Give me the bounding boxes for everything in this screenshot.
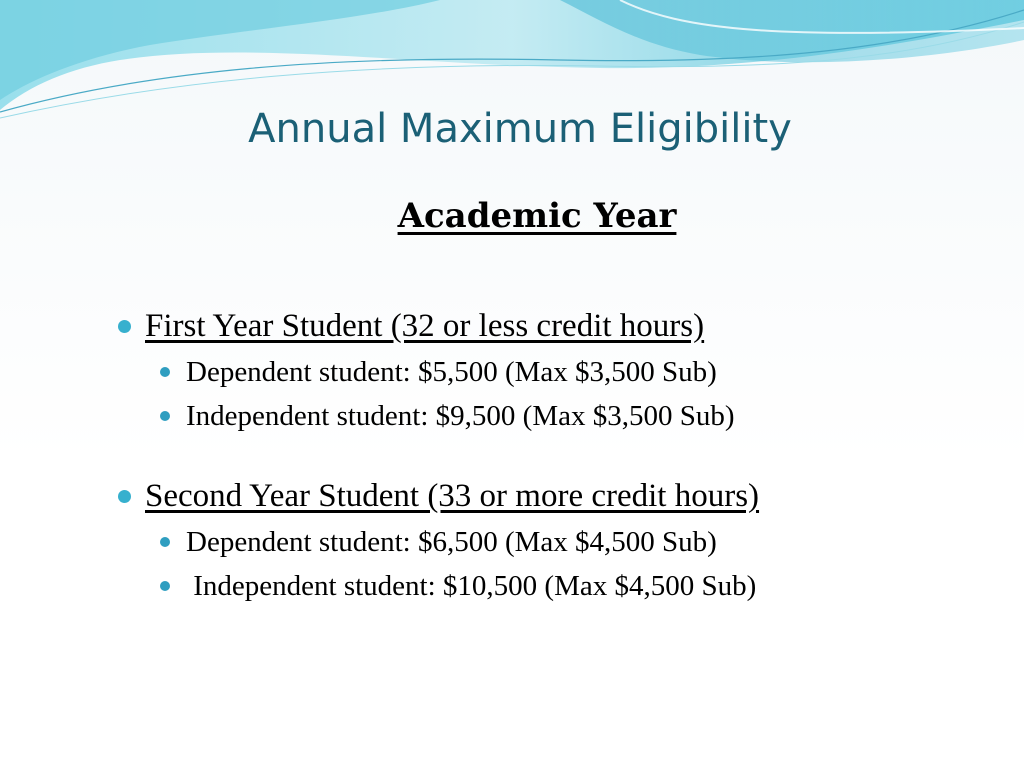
section-heading-second-year: [116, 472, 996, 520]
bullet-icon: [118, 490, 131, 503]
list-item: [158, 394, 996, 438]
bullet-icon: [160, 537, 170, 547]
sublist-first-year: [158, 350, 996, 438]
bullet-icon: [160, 411, 170, 421]
slide-subtitle: Academic Year: [397, 196, 677, 236]
list-item-text: Independent student: $9,500 (Max $3,500 Sub): [186, 400, 735, 432]
bullet-icon: [118, 320, 131, 333]
list-item-text: Dependent student: $6,500 (Max $4,500 Sub): [186, 526, 717, 558]
sublist-second-year: [158, 520, 996, 608]
list-item-text: Independent student: $10,500 (Max $4,500 Sub): [186, 570, 757, 602]
list-item: [158, 564, 996, 608]
bullet-icon: [160, 367, 170, 377]
section-heading-label: Second Year Student (33 or more credit hours): [145, 478, 760, 514]
section-heading-label: First Year Student (32 or less credit hours): [145, 308, 705, 344]
list-item: [158, 520, 996, 564]
section-heading-first-year: [116, 302, 996, 350]
bullet-list: [116, 302, 996, 608]
list-item-text: Dependent student: $5,500 (Max $3,500 Sub): [186, 356, 717, 388]
list-item: [158, 350, 996, 394]
bullet-icon: [160, 581, 170, 591]
slide-title: Annual Maximum Eligibility: [248, 106, 792, 152]
